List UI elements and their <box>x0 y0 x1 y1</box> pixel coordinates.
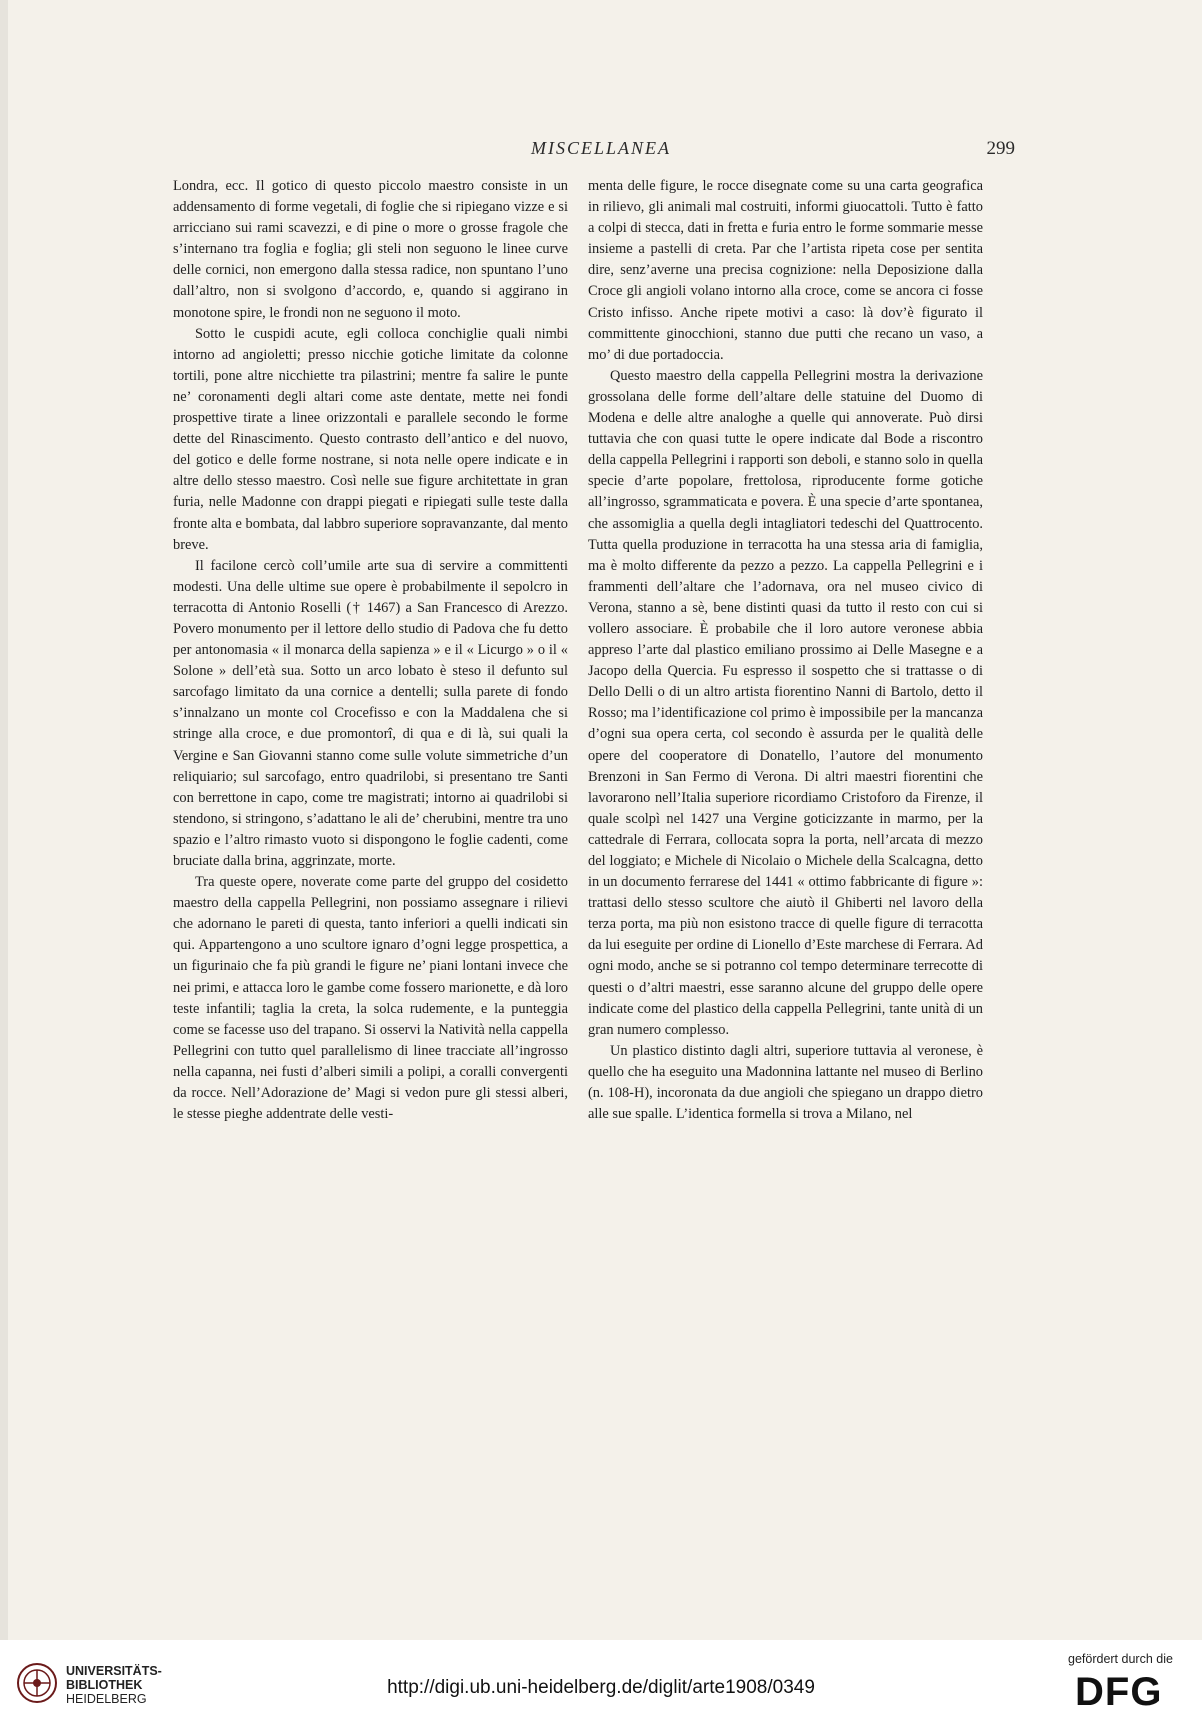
paragraph: Il facilone cercò coll’umile arte sua di servire a committenti modesti. Una delle ultime sue opere è probabilmente il sepolcro in terracotta di Antonio Roselli († 1467) a San Francesco di Arezzo. Povero monumento per il lettore dello studio di Padova che fu detto per antonomasia « il monarca della sapienza » e il « Licurgo » o il « Solone » dell’età sua. Sotto un arco lobato è steso il defunto sul sarcofago limitato da una cornice a dentelli; sulla parete di fondo s’innalzano un monte col Crocefisso e con la Maddalena che si stringe alla croce, e due promontorî, di qua e di là, sui quali la Vergine e San Giovanni stanno come sulle volute simmetriche d’un reliquiario; sul sarcofago, entro quadrilobi, si presentano tre Santi con berrettone in capo, come tre magistrati; intorno ai quadrilobi si stendono, si stringono, s’adattano le ali de’ cherubini, mentre tra uno spazio e l’altro rimasto vuoto si dispongono le foglie cadenti, come bruciate dalla brina, aggrinzate, morte. <box>173 557 568 869</box>
paragraph: Un plastico distinto dagli altri, superiore tuttavia al veronese, è quello che ha eseguito una Madonnina lattante nel museo di Berlino (n. 108-H), incoronata da due angioli che spiegano un drappo dietro alle sue spalle. L’identica formella si trova a Milano, nel <box>588 1042 983 1123</box>
library-line: HEIDELBERG <box>66 1692 147 1706</box>
library-line: BIBLIOTHEK <box>66 1678 143 1692</box>
page-edge <box>0 0 8 1640</box>
paragraph: menta delle figure, le rocce disegnate come su una carta geografica in rilievo, gli animali mal costruiti, informi giuocattoli. Tutto è fatto a colpi di stecca, dati in fretta e furia entro le forme sommarie messe insieme a pastelli di creta. Par che l’artista ripeta cose per sentita dire, senz’averne una precisa cognizione: nella Deposizione dalla Croce gli angioli volano intorno alla croce, come se ancora ci fosse Cristo infisso. Anche ripete motivi a caso: là dov’è figurato il committente ginocchioni, stanno due putti che recano un vaso, a mo’ di due portadoccia. <box>588 178 983 363</box>
library-line: UNIVERSITÄTS- <box>66 1664 162 1678</box>
running-title: MISCELLANEA <box>530 138 671 158</box>
sponsor-label: gefördert durch die <box>1068 1652 1173 1666</box>
left-column <box>173 176 568 1125</box>
paragraph: Tra queste opere, noverate come parte del gruppo del cosidetto maestro della cappella Pellegrini, non possiamo assegnare i rilievi che adornano le pareti di questa, tanto inferiori a quelli indicati sin qui. Appartengono a uno scultore ignaro d’ogni legge prospettica, a un figurinaio che fa più grandi le figure ne’ piani lontani invece che nei primi, e attacca loro le gambe come fossero marionette, e dà loro teste infantili; taglia la creta, la solca rudemente, e la punteggia come se facesse uso del trapano. Si osservi la Natività nella cappella Pellegrini con tutto quel parallelismo di linee tracciate all’ingrosso nella capanna, nei fusti d’alberi simili a polipi, a coralli convergenti da rocce. Nell’Adorazione de’ Magi si vedon pure gli stessi alberi, le stesse pieghe addentrate delle vesti- <box>173 874 568 1123</box>
paragraph: Questo maestro della cappella Pellegrini mostra la derivazione grossolana delle forme dell’altare delle statuine del Duomo di Modena e delle altre analoghe a quelle qui annoverate. Può dirsi tuttavia che con quasi tutte le opere indicate dal Bode a riscontro della cappella Pellegrini i rapporti son deboli, e stanno solo in quella specie d’arte popolare, frettolosa, riproducente forme gotiche all’ingrosso, sgrammaticata e povera. È una specie d’arte spontanea, che assomiglia a quella degli intagliatori tedeschi del Quattrocento. Tutta quella produzione in terracotta ha una stessa aria di famiglia, ma è molto differente da pezzo a pezzo. La cappella Pellegrini e i frammenti dell’altare che l’adornava, ora nel museo civico di Verona, stanno a sè, bene distinti quasi da tutto il resto con cui si vollero associare. È probabile che il loro autore veronese abbia appreso l’arte dal plastico emiliano prossimo ai Delle Masegne e a Jacopo della Quercia. Fu espresso il sospetto che si trattasse o di Dello Delli o di un altro artista fiorentino Nanni di Bartolo, detto il Rosso; ma l’identificazione col primo è impossibile per la mancanza d’ogni sua opera certa, col secondo è assurda per le qualità delle opere del cooperatore di Donatello, l’autore del monumento Brenzoni in San Fermo di Verona. Di altri maestri fiorentini che lavorarono nell’Italia superiore ricordiamo Cristoforo da Firenze, il quale scolpì nel 1427 una Vergine goticizzante in marmo, per la cattedrale di Ferrara, collocata sopra la porta, nell’arcata di mezzo del loggiato; e Michele di Nicolaio o Michele della Scalcagna, detto in un documento ferrarese del 1441 « ottimo fabbricante di figure »: trattasi dello stesso scultore che aiutò il Ghiberti nel lavoro della terza porta, ma più non esistono tracce di quelle figure di terracotta da lui eseguite per ordine di Lionello d’Este marchese di Ferrara. Ad ogni modo, anche se si potranno col tempo determinare terrecotte di questi o d’altri maestri, esse saranno alcune del gruppo delle opere indicate come del plastico della cappella Pellegrini, tante unità di un gran numero complesso. <box>588 367 983 1038</box>
page-number: 299 <box>986 138 1015 159</box>
right-column <box>588 176 983 1125</box>
source-url-link[interactable]: http://digi.ub.uni-heidelberg.de/diglit/arte1908/0349 <box>387 1677 815 1698</box>
paragraph: Londra, ecc. Il gotico di questo piccolo maestro consiste in un addensamento di forme vegetali, di foglie che si ripiegano vizze e si arricciano sui rami scavezzi, e di pine o more o grosse fragole che s’internano tra foglia e foglia; gli steli non seguono le linee curve delle cornici, non emergono dalla stessa radice, non spuntano l’uno dall’altro, non si svolgono d’accordo, e, quando si aggirano in monotone spire, le frondi non ne seguono il moto. <box>173 178 568 321</box>
dfg-logo[interactable]: DFG <box>1075 1670 1163 1714</box>
paragraph: Sotto le cuspidi acute, egli colloca conchiglie quali nimbi intorno ad angioletti; presso nicchie gotiche limitate da colonne tortili, pone altre nicchiette tra pilastrini; mentre fa salire le punte ne’ coronamenti degli altari come aste dentate, mette nei fondi prospettive tirate a linee orizzontali e parallele secondo le forme dette del Rinascimento. Questo contrasto dell’antico e del nuovo, del gotico e delle forme nostrane, si nota nelle opere indicate e in altre dello stesso maestro. Così nelle sue figure architettate in gran furia, nelle Madonne con drappi piegati e ripiegati sulle teste dalla fronte alta e bombata, dal labbro superiore sopravanzante, dal mento breve. <box>173 325 568 553</box>
